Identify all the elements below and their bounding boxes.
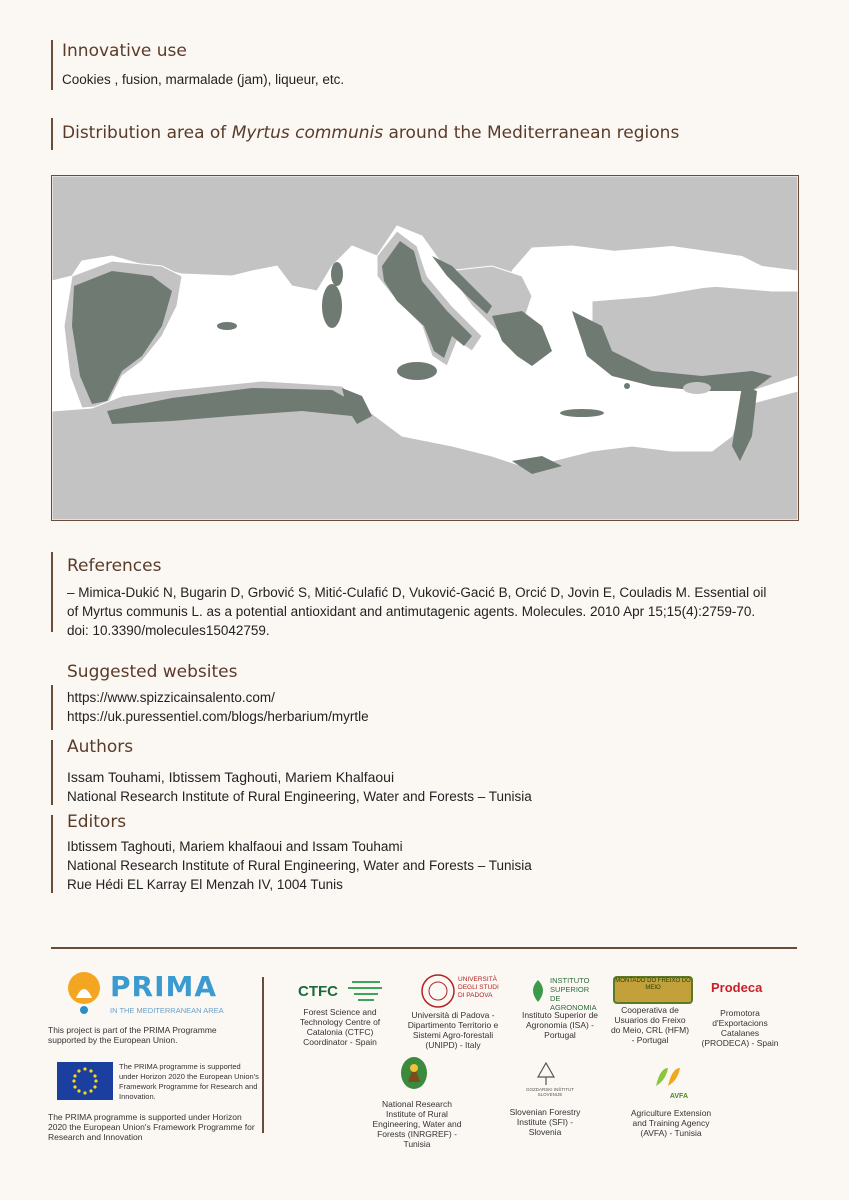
prodeca-logo: Prodeca <box>711 980 763 995</box>
avfa-logo-text: AVFA <box>669 1093 688 1100</box>
distribution-map <box>51 175 799 521</box>
inrgref-logo <box>400 1056 428 1090</box>
partner-label-prodeca: Promotora d'Exportacions Catalanes (PRODECA) - Spain <box>701 1008 779 1048</box>
reference-line: – Mimica-Dukić N, Bugarin D, Grbović S, Mitić-Culafić D, Vuković-Gacić B, Orcić D, Jovin E, Couladis M. Essential oil <box>67 585 767 600</box>
author-names: Issam Touhami, Ibtissem Taghouti, Mariem Khalfaoui <box>67 769 395 785</box>
map-island-balearic <box>217 322 237 330</box>
editors-line: National Research Institute of Rural Engineering, Water and Forests – Tunisia <box>67 858 532 873</box>
section-accent-bar <box>51 685 53 730</box>
unipd-logo-text: UNIVERSITÀ DEGLI STUDI DI PADOVA <box>458 976 499 999</box>
editors-line: Rue Hédi EL Karray El Menzah IV, 1004 Tunis <box>67 877 343 892</box>
map-island-crete <box>560 409 604 417</box>
map-island-sicily <box>397 362 437 380</box>
species-name: Myrtus communis <box>231 123 384 143</box>
partner-label-ctfc: Forest Science and Technology Centre of Catalonia (CTFC) Coordinator - Spain <box>299 1007 381 1047</box>
reference-line: of Myrtus communis L. as a potential antioxidant and antimutagenic agents. Molecules. 2010 Apr 15;15(4):2759-70. <box>67 604 756 619</box>
map-island-corsica <box>331 262 343 286</box>
prima-logo <box>66 970 256 1020</box>
avfa-logo <box>654 1066 688 1100</box>
distribution-heading <box>62 123 679 143</box>
h2020-note: The PRIMA programme is supported under Horizon 2020 the European Union's Framework Programme for Research and Innovation <box>48 1112 255 1142</box>
map-island-cyprus <box>683 382 711 394</box>
unipd-seal-icon <box>420 973 456 1009</box>
editors-heading: Editors <box>67 812 127 832</box>
sfi-logo-text: GOZDARSKI INŠTITUT SLOVENIJE <box>525 1087 574 1097</box>
sfi-tree-icon <box>534 1062 558 1086</box>
section-accent-bar <box>51 740 53 805</box>
prima-subtitle: IN THE MEDITERRANEAN AREA <box>110 1006 224 1015</box>
eu-stars-icon <box>57 1062 113 1100</box>
avfa-leaves-icon <box>654 1066 688 1088</box>
reference-line: doi: 10.3390/molecules15042759. <box>67 623 270 638</box>
partner-label-inrgref: National Research Institute of Rural Engineering, Water and Forests (INRGREF) - Tunisia <box>372 1099 462 1149</box>
website-link[interactable]: https://www.spizzicainsalento.com/ <box>67 690 275 705</box>
authors-heading: Authors <box>67 737 134 757</box>
partner-label-hfm: Cooperativa de Usuarios do Freixo do Meio, CRL (HFM) - Portugal <box>610 1005 690 1045</box>
distribution-heading-pre: Distribution area of <box>62 123 232 143</box>
footer-vertical-divider <box>262 977 264 1133</box>
prima-note: This project is part of the PRIMA Programme supported by the European Union. <box>48 1025 217 1045</box>
innovative-heading: Innovative use <box>62 41 187 61</box>
section-accent-bar <box>51 552 53 632</box>
partner-label-unipd: Università di Padova - Dipartimento Territorio e Sistemi Agro-forestali (UNIPD) - Italy <box>407 1010 499 1050</box>
ctfc-lines-icon <box>348 978 386 1002</box>
footer-divider <box>51 947 797 949</box>
prima-wordmark: PRIMA <box>110 970 218 1003</box>
isa-leaf-icon <box>528 978 548 1004</box>
partner-label-avfa: Agriculture Extension and Training Agency (AVFA) - Tunisia <box>630 1108 712 1138</box>
websites-heading: Suggested websites <box>67 662 238 682</box>
editors-line: Ibtissem Taghouti, Mariem khalfaoui and Issam Touhami <box>67 839 403 854</box>
map-distribution-greece <box>492 311 552 366</box>
references-list <box>67 583 807 640</box>
isa-logo-text: INSTITUTO SUPERIOR DE AGRONOMIA <box>550 976 597 1012</box>
eu-funding-text: The PRIMA programme is supported under Horizon 2020 the European Union's Framework Programme for Research and Innovation. <box>119 1062 259 1101</box>
author-affiliation: National Research Institute of Rural Engineering, Water and Forests – Tunisia <box>67 789 532 804</box>
innovative-text: Cookies , fusion, marmalade (jam), liqueur, etc. <box>62 72 345 87</box>
distribution-heading-post: around the Mediterranean regions <box>383 123 680 143</box>
ctfc-logo: CTFC <box>298 983 338 1000</box>
hfm-logo: MONTADO DO FREIXO DO MEIO <box>613 976 693 1004</box>
map-island-sardinia <box>322 284 342 328</box>
references-heading: References <box>67 556 162 576</box>
section-accent-bar <box>51 815 53 893</box>
editors-list <box>67 837 532 894</box>
mediterranean-map-svg <box>52 176 798 520</box>
websites-list <box>67 688 369 726</box>
partner-label-isa: Instituto Superior de Agronomia (ISA) - Portugal <box>521 1010 599 1040</box>
website-link[interactable]: https://uk.puressentiel.com/blogs/herbarium/myrtle <box>67 709 369 724</box>
partner-label-sfi: Slovenian Forestry Institute (SFI) - Slovenia <box>509 1107 581 1137</box>
prima-sun-icon <box>66 970 106 1015</box>
eu-flag-icon <box>57 1062 113 1100</box>
section-accent-bar <box>51 118 53 150</box>
section-accent-bar <box>51 40 53 90</box>
map-island-rhodes <box>624 383 630 389</box>
